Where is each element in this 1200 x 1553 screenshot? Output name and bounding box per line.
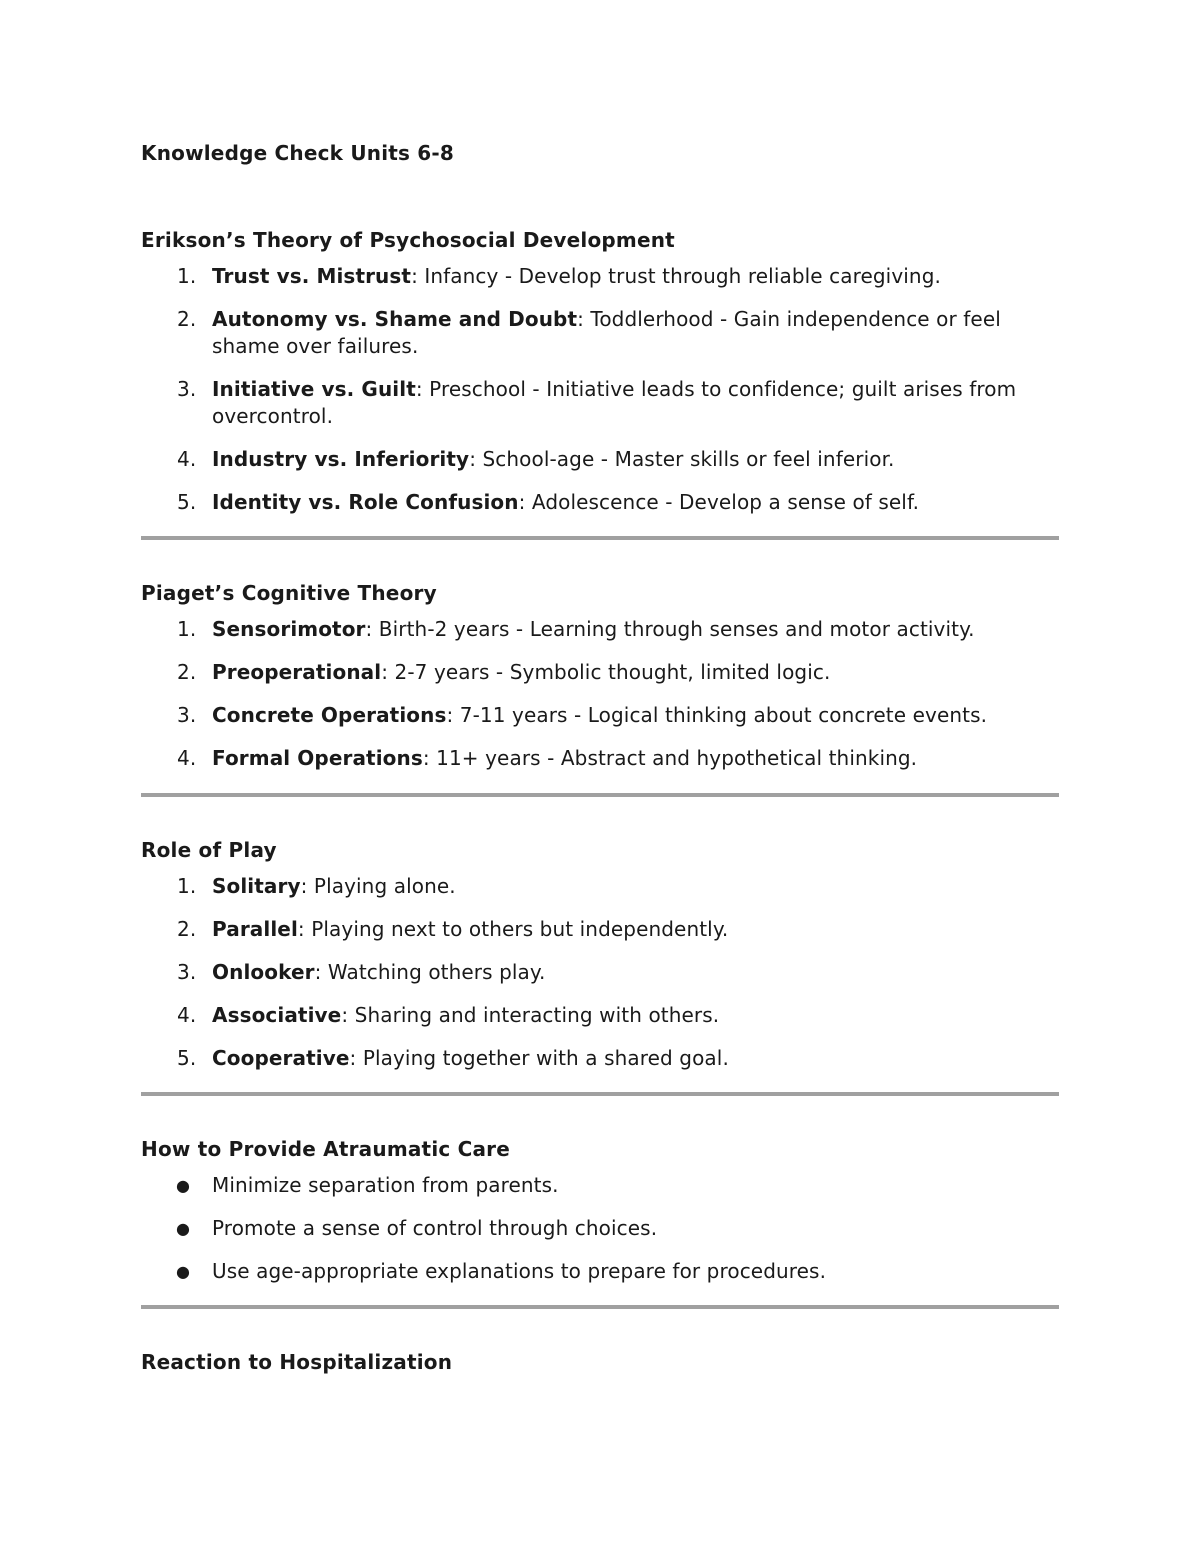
horizontal-rule xyxy=(141,1305,1059,1309)
list-term: Cooperative xyxy=(212,1046,350,1070)
section-role-of-play xyxy=(141,837,1059,1088)
list-item xyxy=(141,1258,1059,1285)
list-term: Sensorimotor xyxy=(212,617,366,641)
list-text: Use age-appropriate explanations to prepare for procedures. xyxy=(212,1259,827,1283)
list-term: Associative xyxy=(212,1003,342,1027)
list-number: 1. xyxy=(177,617,197,641)
list-text: Promote a sense of control through choices. xyxy=(212,1216,658,1240)
list-number: 5. xyxy=(177,490,197,514)
list-item xyxy=(141,1215,1059,1242)
list-term: Industry vs. Inferiority xyxy=(212,447,470,471)
list-item xyxy=(141,959,1059,986)
bullet-icon: ● xyxy=(176,1219,191,1238)
horizontal-rule xyxy=(141,1092,1059,1096)
list-item xyxy=(141,616,1059,643)
list-desc: : School-age - Master skills or feel inferior. xyxy=(469,447,895,471)
section-heading: Role of Play xyxy=(141,838,277,862)
section-heading: How to Provide Atraumatic Care xyxy=(141,1137,510,1161)
list-number: 4. xyxy=(177,447,197,471)
bullet-list xyxy=(141,1172,1059,1285)
section-hospitalization xyxy=(141,1349,1059,1385)
section-erikson xyxy=(141,227,1059,532)
list-item xyxy=(141,1002,1059,1029)
list-item xyxy=(141,1172,1059,1199)
list-desc: : Infancy - Develop trust through reliable caregiving. xyxy=(411,264,941,288)
list-item xyxy=(141,1045,1059,1072)
list-item xyxy=(141,489,1059,516)
list-desc: : Watching others play. xyxy=(314,960,546,984)
list-item xyxy=(141,306,1059,360)
list-number: 3. xyxy=(177,377,197,401)
section-atraumatic-care xyxy=(141,1136,1059,1301)
list-number: 4. xyxy=(177,746,197,770)
numbered-list xyxy=(141,263,1059,516)
list-number: 2. xyxy=(177,660,197,684)
list-number: 1. xyxy=(177,874,197,898)
list-term: Trust vs. Mistrust xyxy=(212,264,412,288)
list-text: Minimize separation from parents. xyxy=(212,1173,559,1197)
list-term: Onlooker xyxy=(212,960,315,984)
list-item xyxy=(141,702,1059,729)
list-desc: : Birth-2 years - Learning through senses and motor activity. xyxy=(365,617,975,641)
section-heading: Piaget’s Cognitive Theory xyxy=(141,581,437,605)
list-desc: : Sharing and interacting with others. xyxy=(341,1003,720,1027)
list-number: 2. xyxy=(177,307,197,331)
list-desc: : Playing alone. xyxy=(300,874,456,898)
list-desc: : 11+ years - Abstract and hypothetical thinking. xyxy=(422,746,918,770)
list-term: Initiative vs. Guilt xyxy=(212,377,416,401)
list-item xyxy=(141,263,1059,290)
list-number: 5. xyxy=(177,1046,197,1070)
page-title: Knowledge Check Units 6-8 xyxy=(141,141,455,165)
list-desc: : Toddlerhood - Gain independence or feel shame over failures. xyxy=(212,307,1001,358)
list-term: Formal Operations xyxy=(212,746,423,770)
horizontal-rule xyxy=(141,793,1059,797)
list-term: Identity vs. Role Confusion xyxy=(212,490,519,514)
list-item xyxy=(141,446,1059,473)
numbered-list xyxy=(141,616,1059,772)
list-item xyxy=(141,873,1059,900)
list-desc: : Playing next to others but independently. xyxy=(297,917,729,941)
list-desc: : Playing together with a shared goal. xyxy=(349,1046,729,1070)
list-item xyxy=(141,376,1059,430)
list-desc: : Preschool - Initiative leads to confidence; guilt arises from overcontrol. xyxy=(212,377,1017,428)
list-term: Concrete Operations xyxy=(212,703,447,727)
section-piaget xyxy=(141,580,1059,788)
bullet-icon: ● xyxy=(176,1262,191,1281)
list-term: Preoperational xyxy=(212,660,382,684)
list-number: 1. xyxy=(177,264,197,288)
list-term: Solitary xyxy=(212,874,301,898)
list-item xyxy=(141,745,1059,772)
list-item xyxy=(141,916,1059,943)
horizontal-rule xyxy=(141,536,1059,540)
list-desc: : Adolescence - Develop a sense of self. xyxy=(518,490,920,514)
numbered-list xyxy=(141,873,1059,1072)
list-term: Parallel xyxy=(212,917,298,941)
list-number: 2. xyxy=(177,917,197,941)
section-heading: Erikson’s Theory of Psychosocial Development xyxy=(141,228,675,252)
list-number: 3. xyxy=(177,703,197,727)
list-term: Autonomy vs. Shame and Doubt xyxy=(212,307,578,331)
bullet-icon: ● xyxy=(176,1176,191,1195)
section-heading: Reaction to Hospitalization xyxy=(141,1350,453,1374)
list-number: 4. xyxy=(177,1003,197,1027)
list-desc: : 2-7 years - Symbolic thought, limited logic. xyxy=(381,660,831,684)
list-number: 3. xyxy=(177,960,197,984)
list-desc: : 7-11 years - Logical thinking about concrete events. xyxy=(446,703,988,727)
list-item xyxy=(141,659,1059,686)
